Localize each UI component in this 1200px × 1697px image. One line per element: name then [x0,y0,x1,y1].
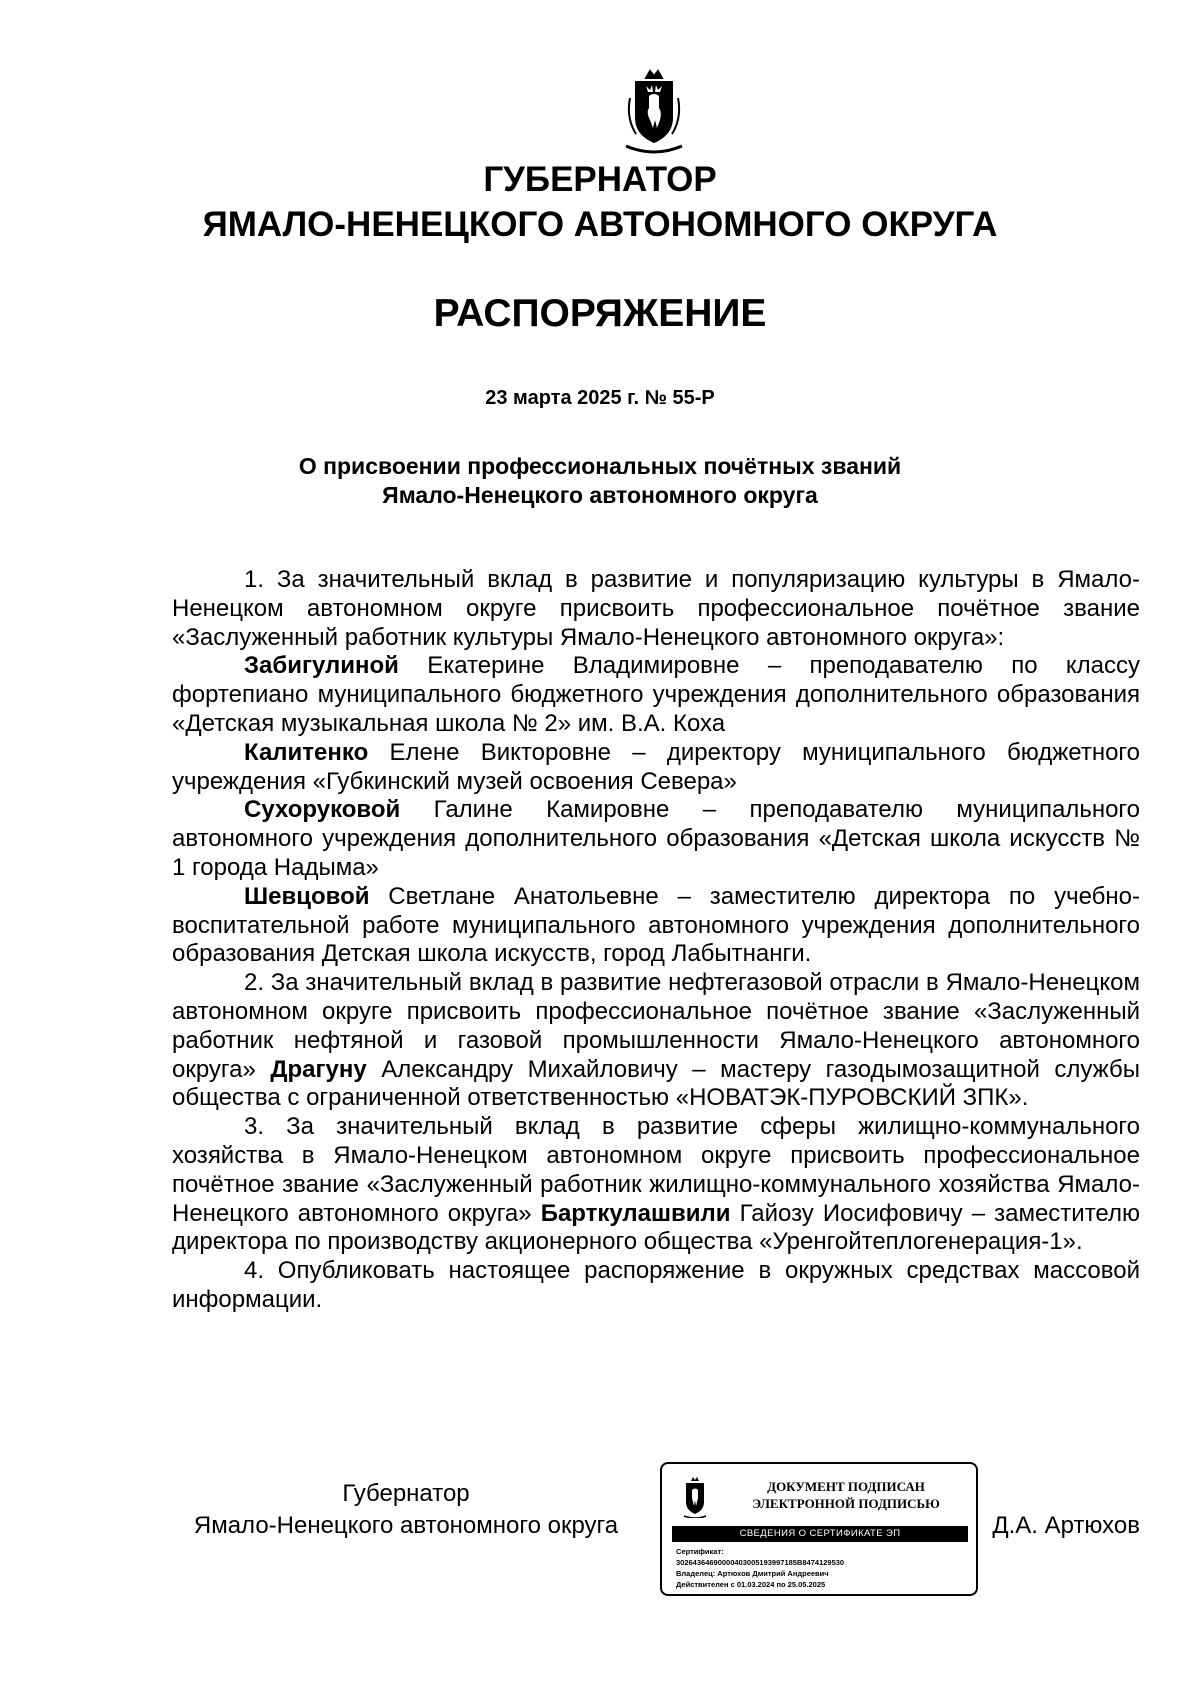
signatory-position-line-1: Губернатор [342,1480,470,1507]
paragraph-2 [172,969,1140,1113]
award-text: Елене Викторовне – директору муниципального бюджетного учреждения «Губкинский музей освоения Севера» [172,738,1140,795]
document-body [172,566,1140,1315]
issuer-title: ГУБЕРНАТОР [483,160,717,199]
paragraph-text: Александру Михайловичу – мастеру газодымозащитной службы общества с ограниченной ответственностью «НОВАТЭК-ПУРОВСКИЙ ЗПК». [172,1055,1141,1112]
paragraph-text: 2. За значительный вклад в развитие нефтегазовой отрасли в Ямало-Ненецком автономном округе присвоить профессиональное почётное звание «Заслуженный работник нефтяной и газовой промышленности Ямало-Ненецкого автономного округа» [172,969,1140,1083]
certificate-info-bar: СВЕДЕНИЯ О СЕРТИФИКАТЕ ЭП [672,1526,968,1542]
certificate-number: 30264364690000403005193997185B8474129530 [676,1558,845,1567]
paragraph-1: 1. За значительный вклад в развитие и популяризацию культуры в Ямало-Ненецком автономном округе присвоить профессиональное почётное звание «Заслуженный работник культуры Ямало-Ненецкого автономного округа»: [172,566,1140,651]
paragraph-3 [172,1113,1140,1257]
award-surname: Калитенко [244,738,369,766]
electronic-signature-stamp [660,1462,978,1596]
paragraph-text: Гайозу Иосифовичу – заместителю директора по производству акционерного общества «Уренгойтеплогенерация-1». [172,1199,1140,1256]
subject-line-2: Ямало-Ненецкого автономного округа [382,482,818,508]
issuer-region: ЯМАЛО-НЕНЕЦКОГО АВТОНОМНОГО ОКРУГА [202,205,998,244]
stamp-title-line-1: ДОКУМЕНТ ПОДПИСАН [767,1479,925,1494]
certificate-label: Сертификат: [676,1547,724,1556]
document-subject [0,452,1200,510]
certificate-owner: Владелец: Артюхов Дмитрий Андреевич [676,1569,829,1578]
paragraph-text: 3. За значительный вклад в развитие сферы жилищно-коммунального хозяйства в Ямало-Ненецком автономном округе присвоить профессиональное почётное звание «Заслуженный работник жилищно-коммунального хозяйства Ямало-Ненецкого автономного округа» [172,1113,1140,1227]
document-type: РАСПОРЯЖЕНИЕ [433,292,767,335]
award-surname: Шевцовой [244,882,370,910]
signatory-position [172,1478,640,1542]
subject-line-1: О присвоении профессиональных почётных званий [298,453,902,479]
award-entry [172,652,1140,738]
signatory-position-line-2: Ямало-Ненецкого автономного округа [193,1512,619,1539]
award-surname: Забигулиной [244,652,399,680]
award-surname: Барткулашвили [540,1199,731,1227]
certificate-validity: Действителен с 01.03.2024 по 25.05.2025 [676,1580,826,1589]
stamp-title-line-2: ЭЛЕКТРОННОЙ ПОДПИСЬЮ [752,1496,940,1511]
award-surname: Драгуну [270,1055,367,1083]
award-text: Галине Камировне – преподавателю муниципального автономного учреждения дополнительного образования «Детская школа искусств № 1 города Надыма» [172,796,1140,881]
coat-of-arms-icon [682,1476,708,1518]
award-surname: Сухоруковой [244,796,401,824]
award-entry [172,739,1140,797]
award-text: Екатерине Владимировне – преподавателю по классу фортепиано муниципального бюджетного учреждения дополнительного образования «Детская музыкальная школа № 2» им. В.А. Коха [172,652,1140,737]
award-entry [172,796,1140,882]
certificate-details [676,1546,972,1590]
document-date-number: 23 марта 2025 г. № 55-Р [485,387,715,409]
coat-of-arms-icon [622,68,686,154]
award-entry [172,883,1140,969]
award-text: Светлане Анатольевне – заместителю директора по учебно-воспитательной работе муниципального автономного учреждения дополнительного образования Детская школа искусств, город Лабытнанги. [172,882,1140,968]
paragraph-4: 4. Опубликовать настоящее распоряжение в окружных средствах массовой информации. [172,1257,1140,1313]
stamp-title [722,1478,970,1512]
signatory-name: Д.А. Артюхов [992,1512,1140,1539]
